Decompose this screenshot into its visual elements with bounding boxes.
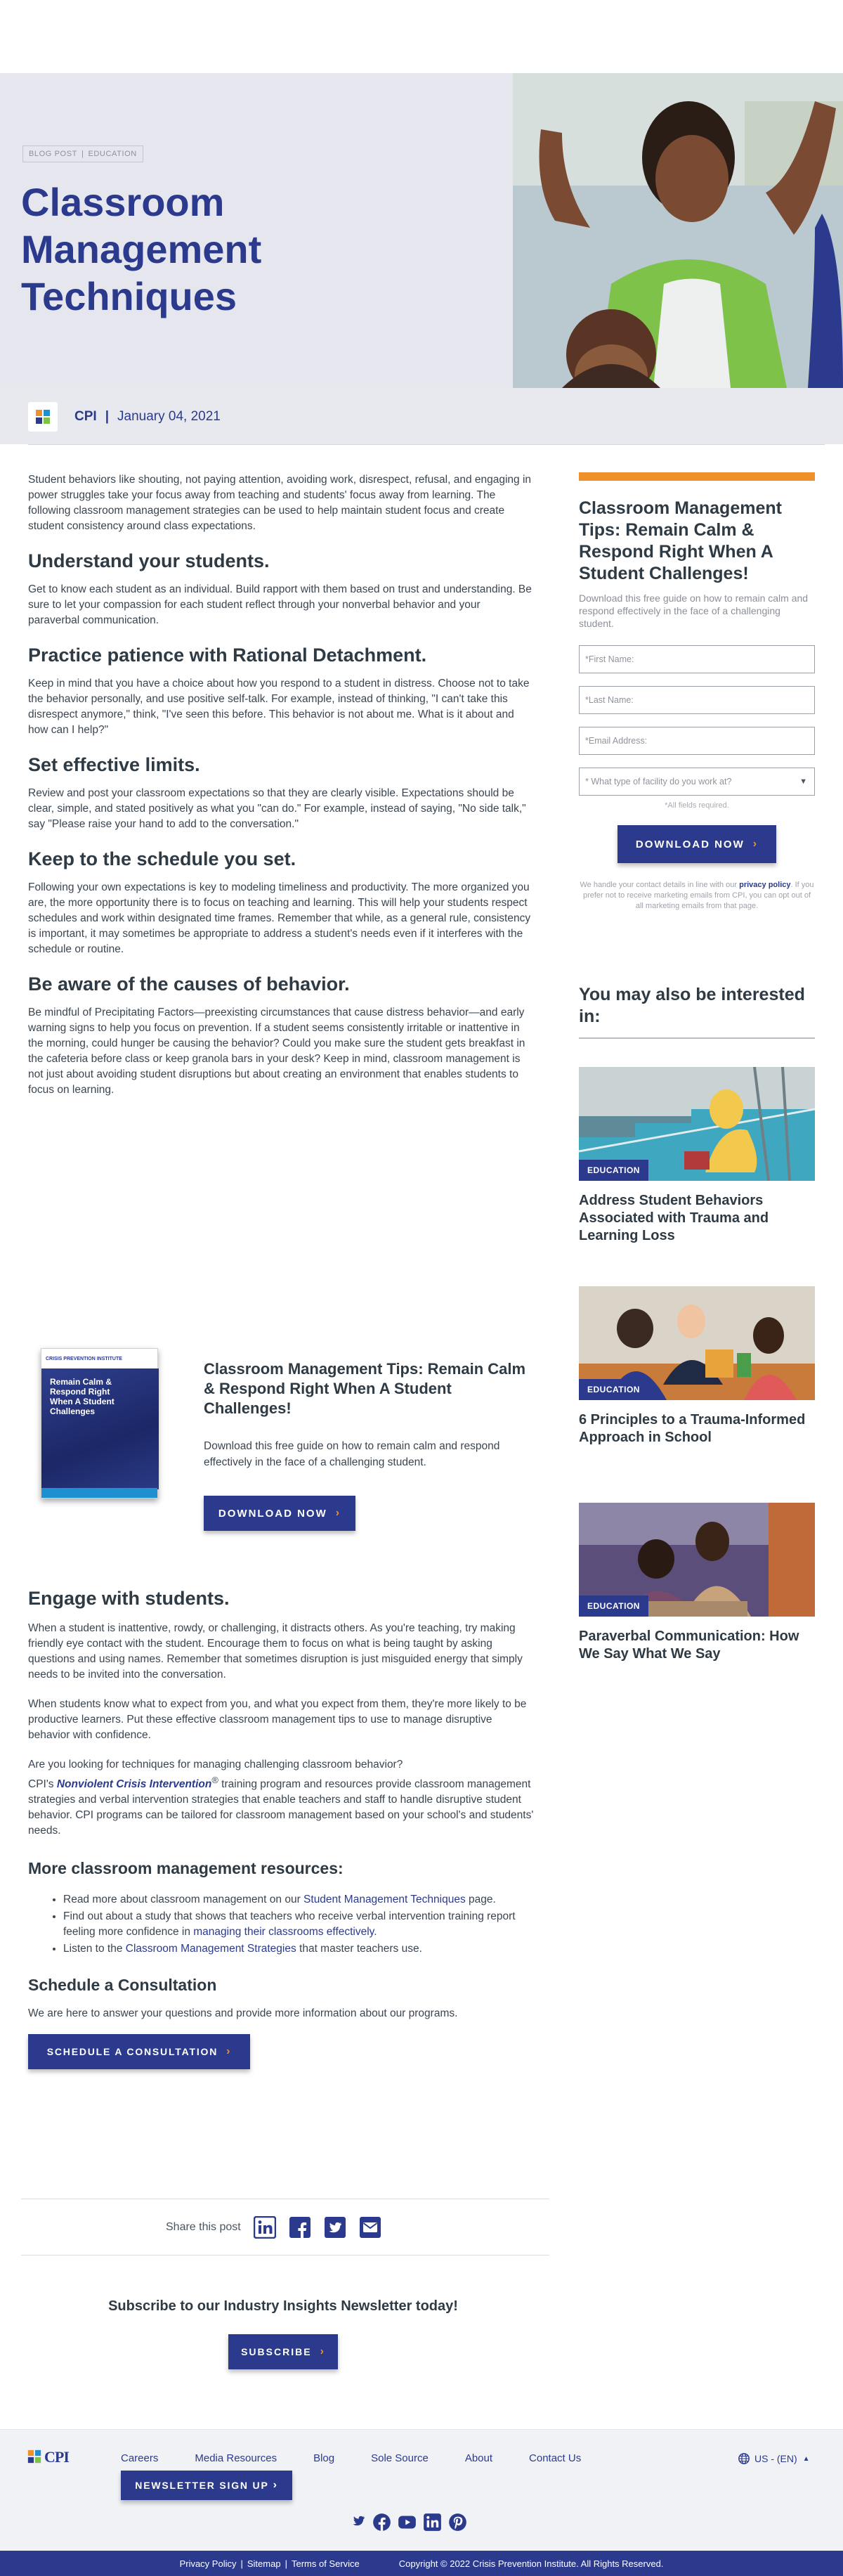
nci-question: Are you looking for techniques for managing challenging classroom behavior? <box>28 1759 403 1771</box>
youtube-icon[interactable] <box>398 2513 417 2532</box>
category-badge: EDUCATION <box>579 1379 648 1400</box>
linkedin-icon[interactable] <box>423 2513 442 2532</box>
footer-link-blog[interactable]: Blog <box>313 2452 335 2464</box>
linkedin-icon[interactable] <box>254 2216 276 2239</box>
tag-separator: | <box>81 150 84 158</box>
category-badge: EDUCATION <box>579 1596 648 1617</box>
nci-paragraph <box>28 1773 534 1839</box>
schedule-consultation-label: SCHEDULE A CONSULTATION <box>46 2046 218 2058</box>
twitter-icon[interactable] <box>324 2216 346 2239</box>
cpi-logo-mark-icon <box>27 2449 42 2464</box>
download-now-button[interactable] <box>617 825 776 863</box>
student-management-link[interactable]: Student Management Techniques <box>303 1894 466 1906</box>
divider <box>579 1037 815 1039</box>
privacy-note <box>579 880 815 912</box>
chevron-right-icon: › <box>335 1507 341 1519</box>
facility-select-value: * What type of facility do you work at? <box>585 777 732 787</box>
site-footer <box>0 2429 843 2575</box>
tag-education[interactable]: EDUCATION <box>88 150 137 158</box>
section-paragraph: Keep in mind that you have a choice about how you respond to a student in distress. Choose not to take the behavior personally, and use positive self-talk. For example, instead of thinking, "I can't take this disrespect anymore," think, "I've seen this before. This behavior is not about me. What is it about and how can I help?" <box>28 678 530 736</box>
locale-selector[interactable] <box>738 2452 810 2465</box>
footer-nav <box>121 2452 617 2464</box>
newsletter-signup-label: NEWSLETTER SIGN UP <box>135 2480 269 2491</box>
schedule-consultation-button[interactable] <box>28 2034 250 2069</box>
globe-icon <box>738 2452 750 2465</box>
consultation-text: We are here to answer your questions and provide more information about our programs. <box>28 2007 458 2020</box>
share-bar <box>166 2215 394 2239</box>
meta-separator: | <box>105 409 110 424</box>
legal-bar <box>0 2551 843 2576</box>
guide-promo <box>28 1335 534 1546</box>
twitter-icon[interactable] <box>347 2513 366 2532</box>
chevron-right-icon: › <box>320 2345 325 2357</box>
related-card-image[interactable] <box>579 1067 815 1181</box>
related-title: You may also be interested in: <box>579 985 805 1026</box>
classroom-strategies-link[interactable]: Classroom Management Strategies <box>125 1943 296 1955</box>
download-now-label: DOWNLOAD NOW <box>635 838 745 850</box>
section-heading: Engage with students. <box>28 1588 230 1609</box>
related-posts <box>579 984 815 1662</box>
subscribe-title: Subscribe to our Industry Insights Newsletter today! <box>108 2298 458 2314</box>
related-card[interactable] <box>579 1067 815 1245</box>
promo-download-label: DOWNLOAD NOW <box>218 1507 327 1520</box>
chevron-right-icon: › <box>752 838 759 850</box>
legal-separator: | <box>285 2558 287 2569</box>
form-description: Download this free guide on how to remain calm and respond effectively in the face of a challenging student. <box>579 593 809 629</box>
post-meta <box>28 402 221 432</box>
subscribe-button[interactable] <box>228 2334 338 2369</box>
registered-mark: ® <box>211 1775 218 1785</box>
article-body <box>28 472 534 1098</box>
consultation-heading: Schedule a Consultation <box>28 1976 217 1995</box>
divider <box>28 444 825 445</box>
section-heading: Keep to the schedule you set. <box>28 848 296 869</box>
cpi-author-icon <box>28 402 58 432</box>
related-card-image[interactable] <box>579 1503 815 1617</box>
section-heading: Practice patience with Rational Detachment. <box>28 645 427 666</box>
social-links <box>347 2513 473 2532</box>
last-name-field[interactable]: *Last Name: <box>579 686 815 714</box>
footer-link-media-resources[interactable]: Media Resources <box>195 2452 277 2464</box>
footer-link-about[interactable]: About <box>464 2452 493 2464</box>
privacy-policy-link[interactable]: Privacy Policy <box>179 2558 237 2569</box>
cpi-logo[interactable] <box>27 2448 69 2466</box>
email-field[interactable]: *Email Address: <box>579 727 815 755</box>
resources-list <box>63 1892 534 1957</box>
footer-link-sole-source[interactable]: Sole Source <box>371 2452 429 2464</box>
section-paragraph: When students know what to expect from you, and what you expect from them, they're more likely to be productive learners. Put these effective classroom management tips to use to manage disruptive behavior with confidence. <box>28 1698 527 1741</box>
promo-title: Classroom Management Tips: Remain Calm & Respond Right When A Student Challenges! <box>204 1360 526 1417</box>
related-card-title[interactable]: Address Student Behaviors Associated with Trauma and Learning Loss <box>579 1193 769 1243</box>
subscribe-label: SUBSCRIBE <box>241 2346 312 2357</box>
footer-link-contact[interactable]: Contact Us <box>529 2452 582 2464</box>
download-form <box>579 472 815 912</box>
facility-select[interactable] <box>579 768 815 796</box>
section-paragraph: When a student is inattentive, rowdy, or challenging, it distracts others. As you're teaching, try making friendly eye contact with the student. Encourage them to focus on what is being taught by asking questions and using names. Remember that sometimes disruption is just misguided energy that simply needs to be invited into the conversation. <box>28 1622 523 1681</box>
resource-text: . <box>374 1926 377 1939</box>
hero-photo <box>513 73 843 388</box>
managing-classrooms-link[interactable]: managing their classrooms effectively <box>193 1926 374 1939</box>
newsletter-signup-button[interactable] <box>121 2471 292 2500</box>
list-item <box>63 1892 534 1908</box>
form-accent-bar <box>579 472 815 481</box>
list-item <box>63 1941 534 1957</box>
nci-text: CPI's <box>28 1778 57 1791</box>
promo-download-button[interactable] <box>204 1496 355 1531</box>
section-heading: Set effective limits. <box>28 754 200 775</box>
resource-text: that master teachers use. <box>296 1943 422 1955</box>
resource-text: page. <box>465 1894 496 1906</box>
legal-separator: | <box>240 2558 243 2569</box>
resource-text: Listen to the <box>63 1943 126 1955</box>
chevron-right-icon: › <box>273 2479 278 2491</box>
post-category-tag <box>22 145 143 162</box>
cpi-logo-text: CPI <box>44 2448 69 2466</box>
pinterest-icon[interactable] <box>448 2513 467 2532</box>
article-body-continued <box>28 1587 534 2069</box>
sitemap-link[interactable]: Sitemap <box>247 2558 281 2569</box>
chevron-down-icon: ▼ <box>799 777 807 786</box>
intro-paragraph: Student behaviors like shouting, not paying attention, avoiding work, disrespect, refusal, and engaging in power struggles take your focus away from teaching and students' focus away from learning. The following classroom management strategies can be used to help maintain student focus and create student consistency around class expectations. <box>28 474 532 532</box>
promo-description: Download this free guide on how to remain calm and respond effectively in the face of a challenging student. <box>204 1440 500 1468</box>
chevron-up-icon: ▲ <box>802 2454 810 2463</box>
resources-heading: More classroom management resources: <box>28 1859 344 1878</box>
related-card[interactable] <box>579 1286 815 1446</box>
section-paragraph: Review and post your classroom expectations so that they are clearly visible. Expectations should be clear, simple, and stated positively as what you "can do." For example, instead of saying, "No side talk," say "Please raise your hand to add to the conversation." <box>28 787 526 830</box>
section-heading: Understand your students. <box>28 550 270 571</box>
related-card-image[interactable] <box>579 1286 815 1400</box>
hero-text-panel <box>0 73 513 388</box>
first-name-field[interactable]: *First Name: <box>579 645 815 673</box>
privacy-text: . If you prefer not to receive marketing emails from CPI, you can opt out of all marketing emails from that page. <box>582 881 814 910</box>
required-note: *All fields required. <box>665 801 729 810</box>
cover-footer-band <box>41 1488 157 1498</box>
section-paragraph: Be mindful of Precipitating Factors—preexisting circumstances that cause distress behavior—and early warning signs to help you focus on prevention. If a student seems consistently irritable or inattentive in the morning, could hunger be causing the behavior? Could you make sure the student gets breakfast in the cafeteria before class or keep granola bars in your desk? Keep in mind, classroom management is not just about avoiding student disruptions but about creating an environment that enables students to focus on learning. <box>28 1007 525 1096</box>
section-paragraph: Get to know each student as an individual. Build rapport with them based on trust and understanding. Be sure to let your compassion for each student reflect through your nonverbal behavior and your paraverbal communication. <box>28 583 532 626</box>
post-date: January 04, 2021 <box>117 409 221 424</box>
copyright-text: Copyright © 2022 Crisis Prevention Institute. All Rights Reserved. <box>398 2558 664 2569</box>
share-label: Share this post <box>166 2221 241 2233</box>
facebook-icon[interactable] <box>372 2513 391 2532</box>
page-title: Classroom Management Techniques <box>21 180 262 318</box>
facebook-icon[interactable] <box>289 2216 311 2239</box>
terms-link[interactable]: Terms of Service <box>291 2558 360 2569</box>
cover-publisher: CRISIS PREVENTION INSTITUTE <box>41 1349 157 1368</box>
chevron-right-icon: › <box>226 2045 232 2058</box>
locale-label: US - (EN) <box>754 2453 797 2464</box>
cover-title: Remain Calm & Respond Right When A Student Challenges <box>50 1377 115 1416</box>
tag-blog-post[interactable]: BLOG POST <box>29 150 77 158</box>
related-card[interactable] <box>579 1503 815 1663</box>
privacy-text: We handle your contact details in line with our <box>580 881 740 889</box>
nci-link[interactable]: Nonviolent Crisis Intervention <box>56 1778 212 1791</box>
nci-text: training program and resources provide classroom management strategies and verbal intervention strategies that enable teachers and staff to handle disruptive student behavior. CPI programs can be tailored for classroom management based on your school's and students' needs. <box>28 1778 534 1837</box>
resource-text: Find out about a study that shows that teachers who receive verbal intervention training report feeling more confidence in <box>63 1910 516 1939</box>
footer-link-careers[interactable]: Careers <box>121 2452 159 2464</box>
email-icon[interactable] <box>359 2216 381 2239</box>
category-badge: EDUCATION <box>579 1160 648 1181</box>
section-heading: Be aware of the causes of behavior. <box>28 973 350 995</box>
guide-cover-image[interactable] <box>41 1348 158 1499</box>
hero <box>0 73 843 388</box>
resource-text: Read more about classroom management on our <box>63 1894 304 1906</box>
related-card-title[interactable]: 6 Principles to a Trauma-Informed Approach in School <box>579 1412 806 1445</box>
privacy-policy-link[interactable]: privacy policy <box>739 881 791 889</box>
list-item <box>63 1909 534 1940</box>
form-title: Classroom Management Tips: Remain Calm & Respond Right When A Student Challenges! <box>579 498 782 583</box>
newsletter-subscribe <box>0 2298 566 2369</box>
section-paragraph: Following your own expectations is key to modeling timeliness and productivity. The more organized you are, the more opportunity there is to focus on teaching and learning. This will help your students respect schedules and work within designated time frames. Remember that while, as a general rule, consistency is important, it may sometimes be appropriate to address a student's needs even if it interferes with the schedule or routine. <box>28 881 531 955</box>
related-card-title[interactable]: Paraverbal Communication: How We Say What We Say <box>579 1629 799 1662</box>
author-name[interactable]: CPI <box>74 409 97 424</box>
